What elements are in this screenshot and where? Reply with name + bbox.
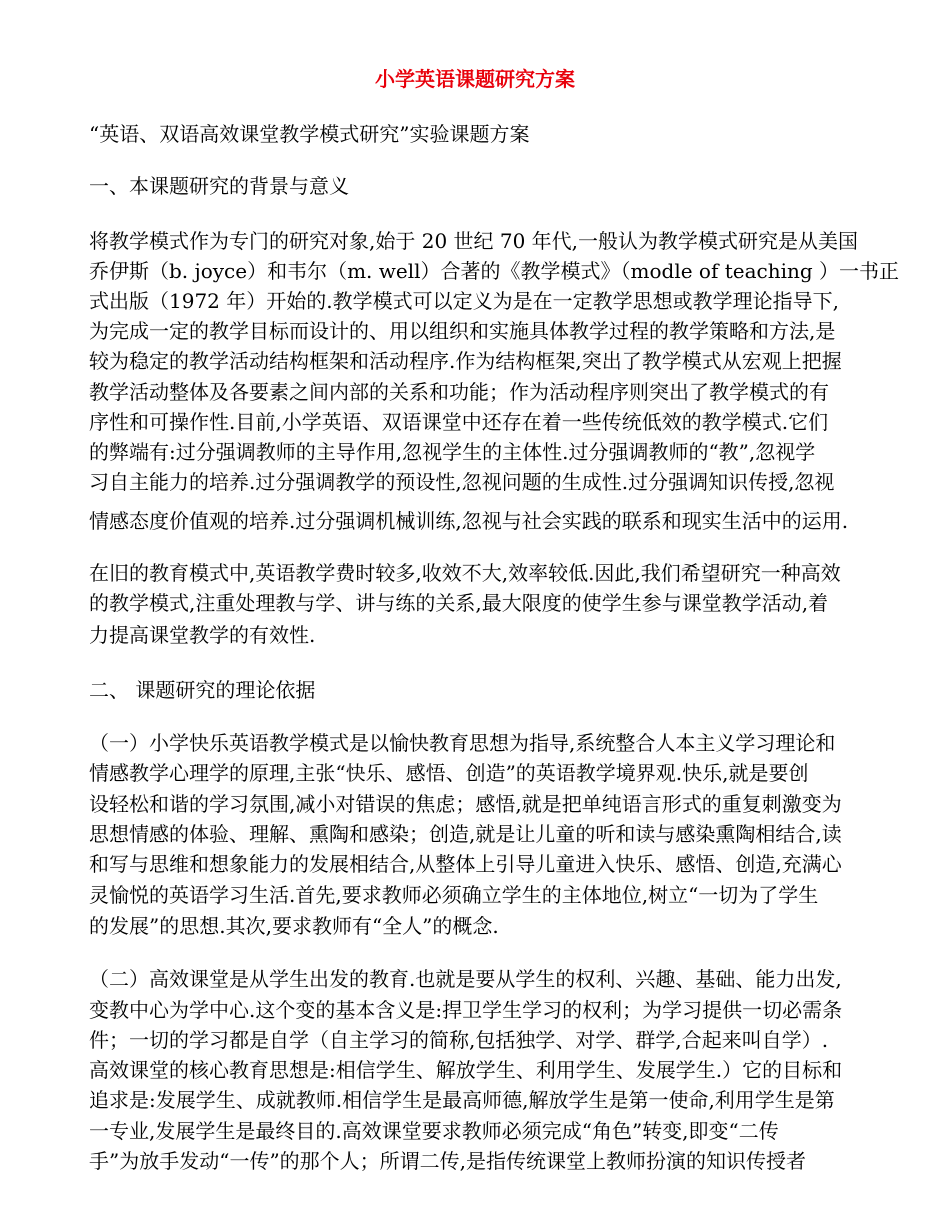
text-line: 的发展”的思想.其次,要求教师有“全人”的概念. [89, 914, 499, 938]
text-line: 灵愉悦的英语学习生活.首先,要求教师必须确立学生的主体地位,树立“一切为了学生 [89, 883, 819, 907]
text-line: 将教学模式作为专门的研究对象,始于 20 世纪 70 年代,一般认为教学模式研究是从美国 [89, 229, 859, 253]
section-heading: 二、 课题研究的理论依据 [89, 678, 316, 702]
text-line: 式出版（1972 年）开始的.教学模式可以定义为是在一定教学思想或教学理论指导下, [89, 289, 839, 313]
text-line: 序性和可操作性.目前,小学英语、双语课堂中还存在着一些传统低效的教学模式.它们 [89, 410, 829, 434]
text-line: 件；一切的学习都是自学（自主学习的简称,包括独学、对学、群学,合起来叫自学）. [89, 1028, 829, 1052]
text-line: 习自主能力的培养.过分强调教学的预设性,忽视问题的生成性.过分强调知识传授,忽视 [89, 470, 835, 494]
text-line: 力提高课堂教学的有效性. [89, 623, 316, 647]
text-line: 情感教学心理学的原理,主张“快乐、感悟、创造”的英语教学境界观.快乐,就是要创 [89, 761, 809, 785]
text-line: 变教中心为学中心.这个变的基本含义是:捍卫学生学习的权利；为学习提供一切必需条 [89, 998, 843, 1022]
text-line: 情感态度价值观的培养.过分强调机械训练,忽视与社会实践的联系和现实生活中的运用. [89, 509, 849, 533]
text-line: 手”为放手发动“一传”的那个人；所谓二传,是指传统课堂上教师扮演的知识传授者 [89, 1149, 807, 1173]
text-line: （二）高效课堂是从学生出发的教育.也就是要从学生的权利、兴趣、基础、能力出发, [89, 967, 842, 991]
text-line: 的弊端有:过分强调教师的主导作用,忽视学生的主体性.过分强调教师的“教”,忽视学 [89, 440, 816, 464]
text-line: 的教学模式,注重处理教与学、讲与练的关系,最大限度的使学生参与课堂教学活动,着 [89, 591, 829, 615]
text-line: 教学活动整体及各要素之间内部的关系和功能；作为活动程序则突出了教学模式的有 [89, 380, 829, 404]
text-line: 高效课堂的核心教育思想是:相信学生、解放学生、利用学生、发展学生.）它的目标和 [89, 1058, 843, 1082]
text-line: 为完成一定的教学目标而设计的、用以组织和实施具体教学过程的教学策略和方法,是 [89, 319, 836, 343]
text-line: 在旧的教育模式中,英语教学费时较多,收效不大,效率较低.因此,我们希望研究一种高效 [89, 561, 841, 585]
text-line: 思想情感的体验、理解、熏陶和感染；创造,就是让儿童的听和读与感染熏陶相结合,读 [89, 822, 842, 846]
text-line: 和写与思维和想象能力的发展相结合,从整体上引导儿童进入快乐、感悟、创造,充满心 [89, 852, 842, 876]
text-line: 较为稳定的教学活动结构框架和活动程序.作为结构框架,突出了教学模式从宏观上把握 [89, 349, 842, 373]
document-title: 小学英语课题研究方案 [375, 67, 575, 91]
text-line: 设轻松和谐的学习氛围,减小对错误的焦虑；感悟,就是把单纯语言形式的重复刺激变为 [89, 792, 842, 816]
subtitle: “英语、双语高效课堂教学模式研究”实验课题方案 [89, 122, 530, 146]
text-line: 追求是:发展学生、成就教师.相信学生是最高师德,解放学生是第一使命,利用学生是第 [89, 1088, 835, 1112]
text-line: 乔伊斯（b. joyce）和韦尔（m. well）合著的《教学模式》（modle of teaching ）一书正 [89, 259, 900, 283]
section-heading: 一、本课题研究的背景与意义 [89, 174, 349, 198]
text-line: （一）小学快乐英语教学模式是以愉快教育思想为指导,系统整合人本主义学习理论和 [89, 731, 836, 755]
text-line: 一专业,发展学生是最终目的.高效课堂要求教师必须完成“角色”转变,即变“二传 [89, 1119, 779, 1143]
